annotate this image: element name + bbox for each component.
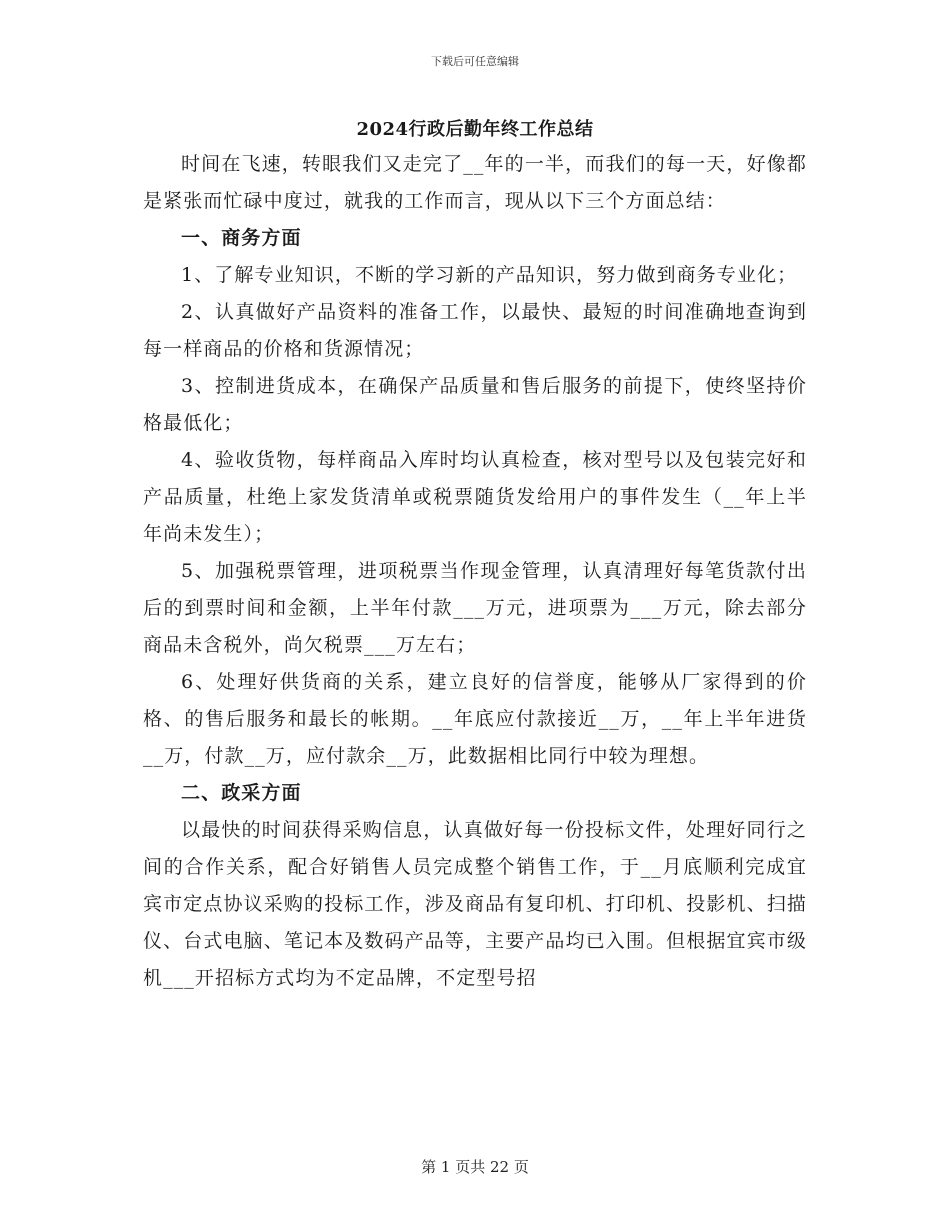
paragraph-item-3: 3、控制进货成本，在确保产品质量和售后服务的前提下，使终坚持价格最低化； [143,375,807,434]
paragraph-item-5: 5、加强税票管理，进项税票当作现金管理，认真清理好每笔货款付出后的到票时间和金额，上半年付款___万元，进项票为___万元，除去部分商品未含税外，尚欠税票___万左右； [143,560,807,656]
paragraph-item-1: 1、了解专业知识，不断的学习新的产品知识，努力做到商务专业化； [181,264,798,286]
section-heading-business: 一、商务方面 [181,227,302,249]
paragraph-item-2: 2、认真做好产品资料的准备工作，以最快、最短的时间准确地查询到每一样商品的价格和货源情况； [143,301,807,360]
document-body [143,146,807,997]
document-title: 2024行政后勤年终工作总结 [356,119,594,140]
paragraph-item-6: 6、处理好供货商的关系，建立良好的信誉度，能够从厂家得到的价格、的售后服务和最长的帐期。__年底应付款接近__万，__年上半年进货__万，付款__万，应付款余__万，此数据相比同行中较为理想。 [143,671,807,767]
page-footer: 第 1 页共 22 页 [421,1158,529,1176]
intro-paragraph: 时间在飞速，转眼我们又走完了__年的一半，而我们的每一天，好像都是紧张而忙碌中度过，就我的工作而言，现从以下三个方面总结： [143,153,807,212]
procurement-paragraph: 以最快的时间获得采购信息，认真做好每一份投标文件，处理好同行之间的合作关系，配合好销售人员完成整个销售工作，于__月底顺利完成宜宾市定点协议采购的投标工作，涉及商品有复印机、打印机、投影机、扫描仪、台式电脑、笔记本及数码产品等，主要产品均已入围。但根据宜宾市级机___开招标方式均为不定品牌，不定型号招 [143,819,807,989]
paragraph-item-4: 4、验收货物，每样商品入库时均认真检查，核对型号以及包装完好和产品质量，杜绝上家发货清单或税票随货发给用户的事件发生（__年上半年尚未发生）； [143,449,807,545]
header-note: 下载后可任意编辑 [431,55,519,68]
section-heading-procurement: 二、政采方面 [181,782,302,804]
